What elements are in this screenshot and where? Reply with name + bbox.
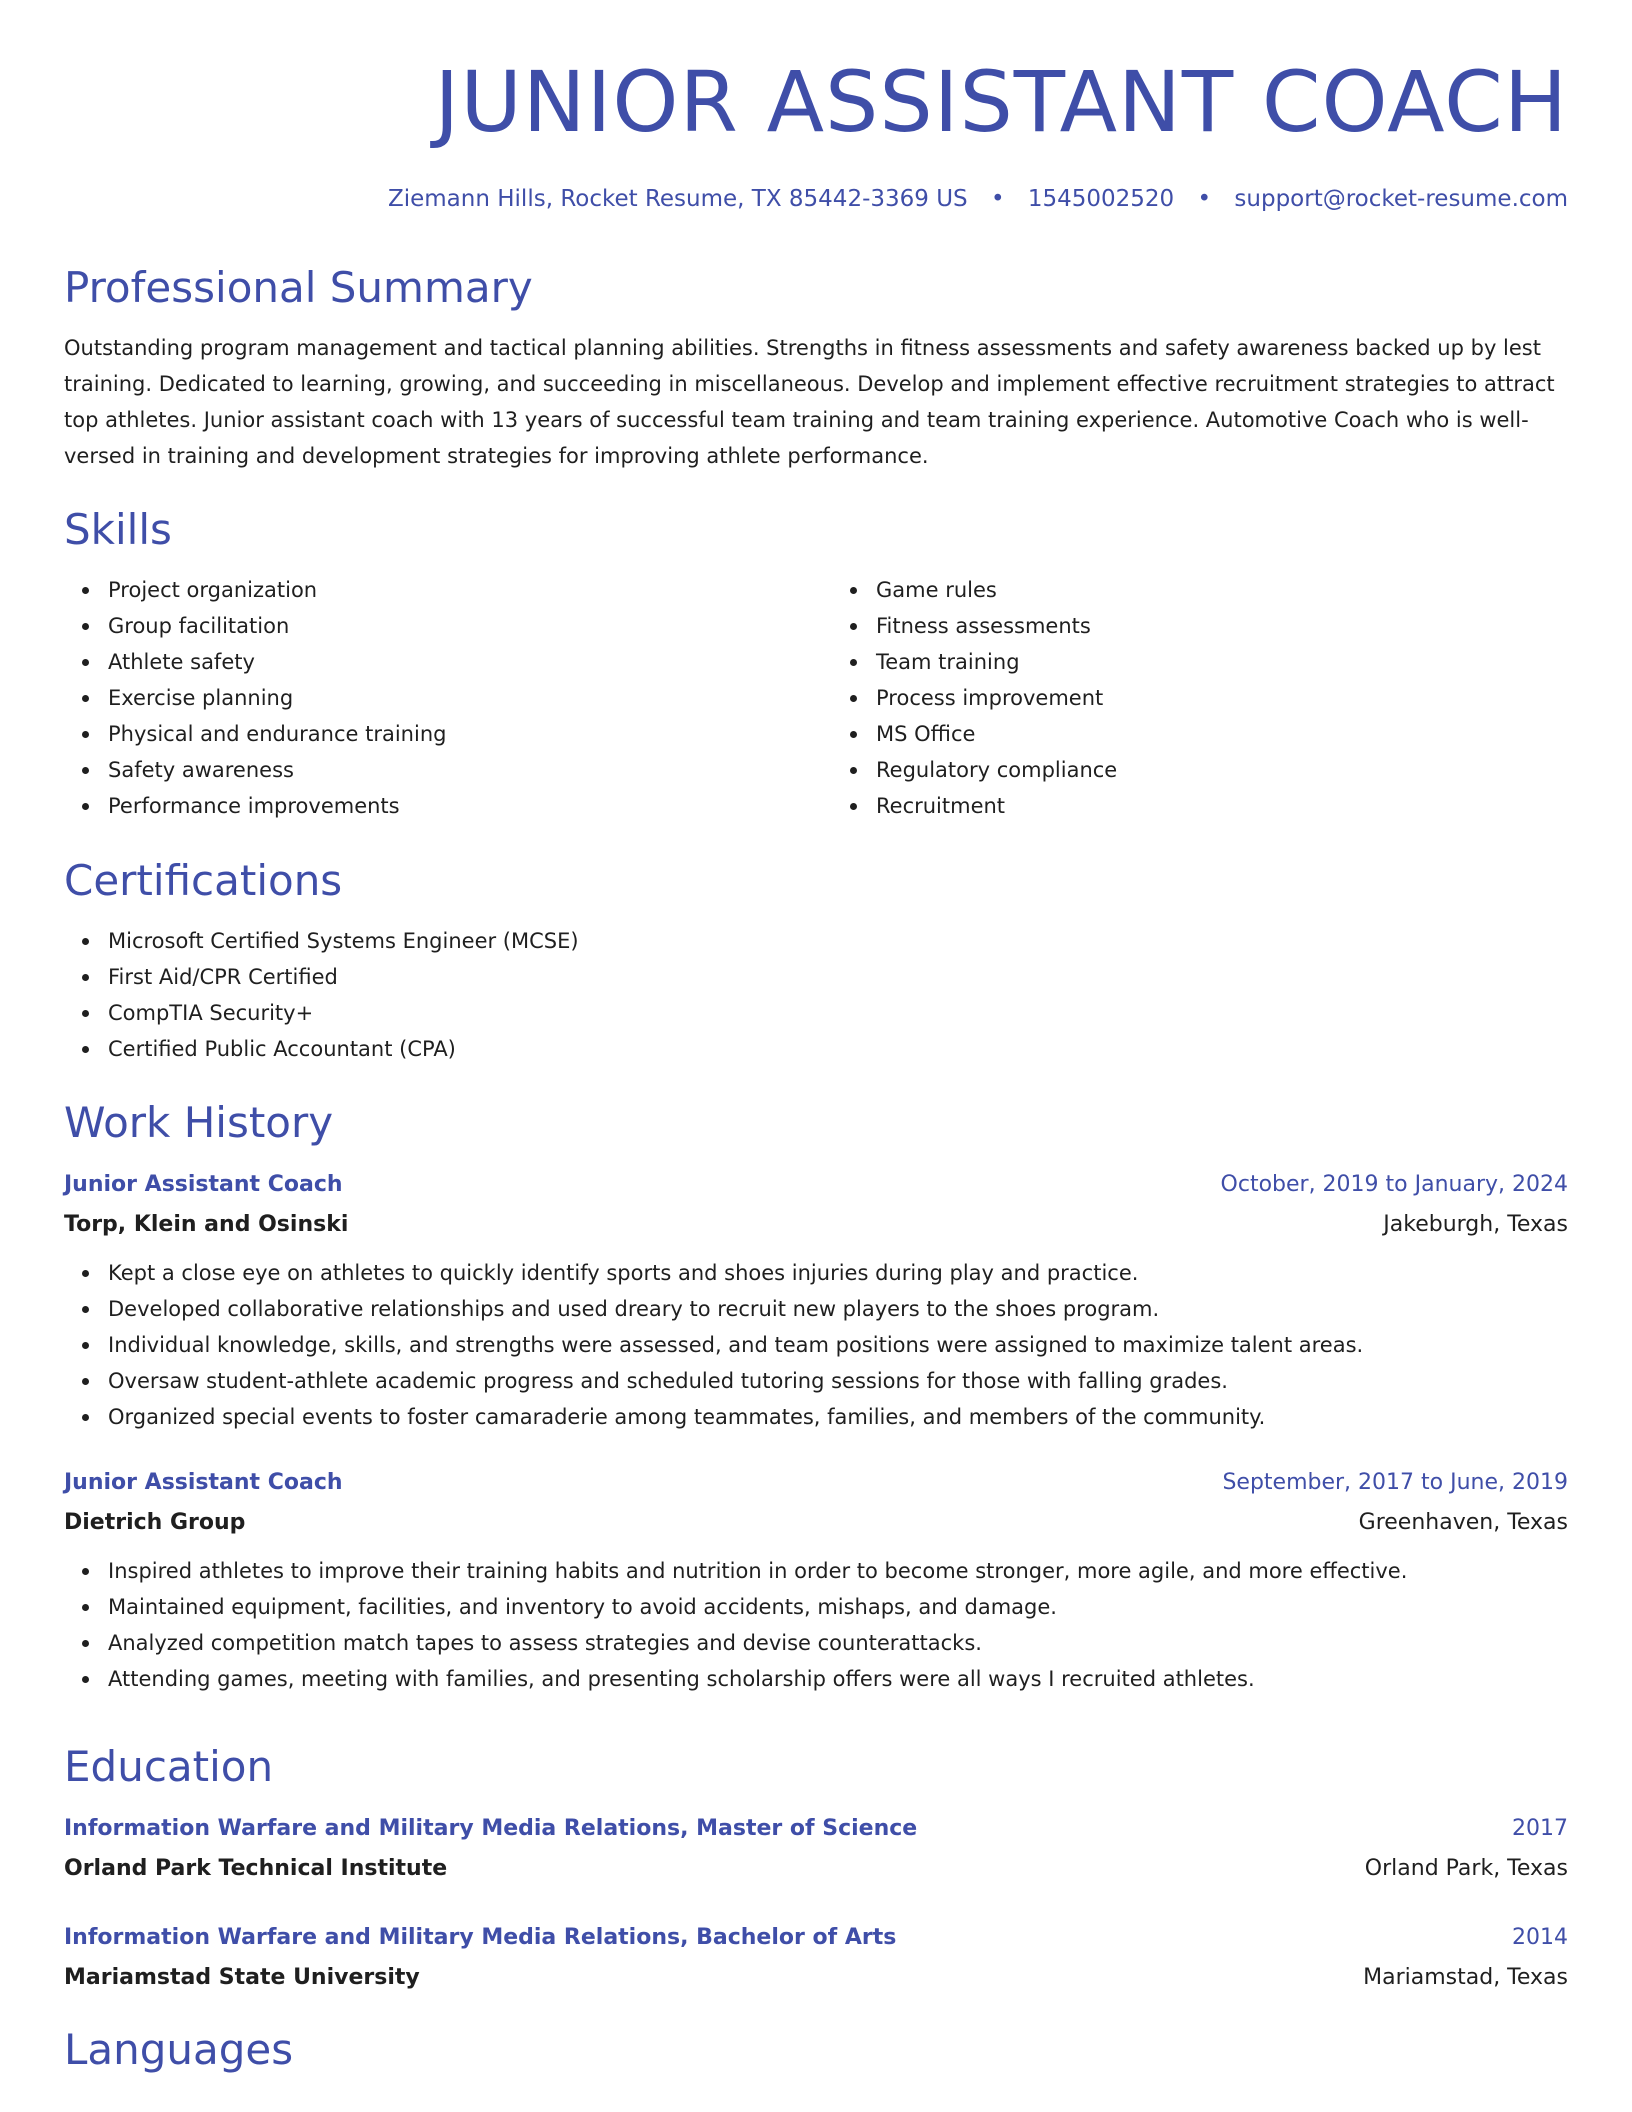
job-bullet: Developed collaborative relationships and used dreary to recruit new players to the shoes program. xyxy=(108,1291,1568,1327)
school-name: Orland Park Technical Institute xyxy=(64,1856,448,1881)
contact-line xyxy=(64,182,1568,216)
certification-item: CompTIA Security+ xyxy=(108,995,1568,1031)
job-bullet: Oversaw student-athlete academic progress and scheduled tutoring sessions for those with falling grades. xyxy=(108,1363,1568,1399)
job-employer-row xyxy=(64,1205,1568,1245)
skill-item: Fitness assessments xyxy=(876,608,1568,644)
job-bullet: Attending games, meeting with families, and presenting scholarship offers were all ways I recruited athletes. xyxy=(108,1661,1568,1697)
job-bullets xyxy=(64,1553,1568,1697)
job-title: Junior Assistant Coach xyxy=(64,1470,343,1495)
school-name: Mariamstad State University xyxy=(64,1965,420,1990)
job-employer: Torp, Klein and Osinski xyxy=(64,1212,349,1237)
section-heading-languages: Languages xyxy=(64,2025,294,2074)
degree-name: Information Warfare and Military Media Relations, Bachelor of Arts xyxy=(64,1925,897,1950)
job-bullet: Kept a close eye on athletes to quickly identify sports and shoes injuries during play and practice. xyxy=(108,1255,1568,1291)
skill-item: Process improvement xyxy=(876,680,1568,716)
job-entry xyxy=(64,1165,1568,1435)
section-heading-work-history: Work History xyxy=(64,1098,334,1147)
education-entry xyxy=(64,1809,1568,1889)
education-section xyxy=(64,1739,1568,1998)
skills-grid xyxy=(64,572,1568,824)
job-bullet: Maintained equipment, facilities, and inventory to avoid accidents, mishaps, and damage. xyxy=(108,1589,1568,1625)
job-employer-row xyxy=(64,1503,1568,1543)
skill-item: Game rules xyxy=(876,572,1568,608)
skill-item: Team training xyxy=(876,644,1568,680)
skill-item: Safety awareness xyxy=(108,752,816,788)
job-bullet: Analyzed competition match tapes to assess strategies and devise counterattacks. xyxy=(108,1625,1568,1661)
job-dates: September, 2017 to June, 2019 xyxy=(1222,1470,1568,1495)
skill-item: Athlete safety xyxy=(108,644,816,680)
skills-list-left xyxy=(64,572,816,824)
skill-item: Regulatory compliance xyxy=(876,752,1568,788)
degree-row xyxy=(64,1918,1568,1958)
school-location: Mariamstad, Texas xyxy=(1363,1965,1568,1990)
certification-item: Certified Public Accountant (CPA) xyxy=(108,1031,1568,1067)
candidate-title: JUNIOR ASSISTANT COACH xyxy=(434,53,1568,151)
summary-text: Outstanding program management and tactical planning abilities. Strengths in fitness assessments and safety awareness backed up by lest training. Dedicated to learning, growing, and succeeding in miscellaneous. Develop and implement effective recruitment strategies to attract top athletes. Junior assistant coach with 13 years of successful team training and team training experience. Automotive Coach who is well-versed in training and development strategies for improving athlete performance. xyxy=(64,336,1555,468)
school-location: Orland Park, Texas xyxy=(1364,1856,1568,1881)
skill-item: Performance improvements xyxy=(108,788,816,824)
job-title: Junior Assistant Coach xyxy=(64,1172,343,1197)
job-employer: Dietrich Group xyxy=(64,1510,246,1535)
graduation-year: 2014 xyxy=(1512,1925,1568,1950)
degree-name: Information Warfare and Military Media Relations, Master of Science xyxy=(64,1816,918,1841)
certifications-section xyxy=(64,853,1568,1067)
certification-item: Microsoft Certified Systems Engineer (MCSE) xyxy=(108,923,1568,959)
contact-separator: • xyxy=(990,186,1005,212)
contact-email[interactable]: support@rocket-resume.com xyxy=(1234,186,1568,212)
job-entry xyxy=(64,1463,1568,1697)
contact-address: Ziemann Hills, Rocket Resume, TX 85442-3369 US xyxy=(387,186,968,212)
school-row xyxy=(64,1958,1568,1998)
work-history-section xyxy=(64,1095,1568,1697)
section-heading-certifications: Certifications xyxy=(64,856,343,905)
job-location: Jakeburgh, Texas xyxy=(1383,1212,1568,1237)
job-bullets xyxy=(64,1255,1568,1435)
certifications-list xyxy=(64,923,1568,1067)
skill-item: Exercise planning xyxy=(108,680,816,716)
section-heading-skills: Skills xyxy=(64,505,172,554)
skill-item: Project organization xyxy=(108,572,816,608)
skill-item: Physical and endurance training xyxy=(108,716,816,752)
education-entry xyxy=(64,1918,1568,1998)
job-bullet: Individual knowledge, skills, and strengths were assessed, and team positions were assigned to maximize talent areas. xyxy=(108,1327,1568,1363)
job-location: Greenhaven, Texas xyxy=(1358,1510,1568,1535)
graduation-year: 2017 xyxy=(1512,1816,1568,1841)
skill-item: MS Office xyxy=(876,716,1568,752)
school-row xyxy=(64,1849,1568,1889)
job-dates: October, 2019 to January, 2024 xyxy=(1220,1172,1568,1197)
skills-section xyxy=(64,502,1568,824)
job-title-row xyxy=(64,1463,1568,1503)
skills-list-right xyxy=(816,572,1568,824)
languages-section xyxy=(64,2022,1568,2078)
degree-row xyxy=(64,1809,1568,1849)
section-heading-education: Education xyxy=(64,1742,274,1791)
resume-header xyxy=(64,0,1568,216)
section-heading-summary: Professional Summary xyxy=(64,263,533,312)
certification-item: First Aid/CPR Certified xyxy=(108,959,1568,995)
job-bullet: Organized special events to foster camaraderie among teammates, families, and members of the community. xyxy=(108,1399,1568,1435)
job-title-row xyxy=(64,1165,1568,1205)
professional-summary-section xyxy=(64,260,1568,474)
contact-separator: • xyxy=(1197,186,1212,212)
contact-phone: 1545002520 xyxy=(1027,186,1175,212)
skill-item: Group facilitation xyxy=(108,608,816,644)
skill-item: Recruitment xyxy=(876,788,1568,824)
job-bullet: Inspired athletes to improve their training habits and nutrition in order to become stronger, more agile, and more effective. xyxy=(108,1553,1568,1589)
